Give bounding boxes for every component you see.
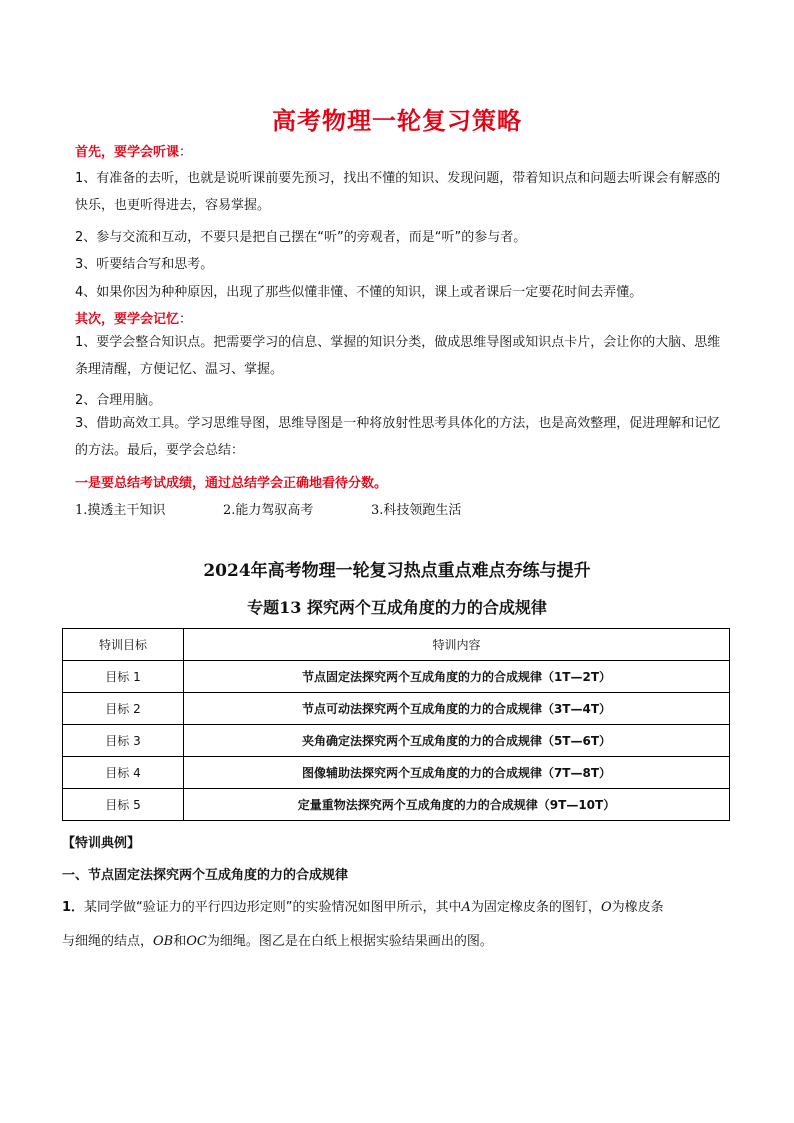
- heading-text: 首先，要学会听课: [75, 145, 180, 160]
- section-heading-memory: [75, 308, 192, 327]
- target-content: 夹角确定法探究两个互成角度的力的合成规律（5T—6T）: [184, 725, 730, 757]
- course-title: 2024年高考物理一轮复习热点重点难点夯练与提升: [203, 561, 591, 581]
- target-content: 节点可动法探究两个互成角度的力的合成规律（3T—4T）: [184, 693, 730, 725]
- key-point-1: 1.摸透主干知识: [75, 503, 166, 518]
- table-header-row: [63, 629, 730, 661]
- target-label: 目标 5: [63, 789, 184, 821]
- memory-item-2: 2、合理用脑。: [75, 393, 162, 408]
- table-header-cell: 特训内容: [184, 629, 730, 661]
- table-row: [63, 789, 730, 821]
- target-content: 节点固定法探究两个互成角度的力的合成规律（1T—2T）: [184, 661, 730, 693]
- section-heading-listen: [75, 141, 192, 160]
- question-text: 为细绳。图乙是在白纸上根据实验结果画出的图。: [206, 934, 493, 949]
- emphasis-line: 一是要总结考试成绩，通过总结学会正确地看待分数。: [75, 476, 388, 491]
- symbol-ob: OB: [153, 934, 174, 949]
- listen-item-2: 2、参与交流和互动，不要只是把自己摆在“听”的旁观者，而是“听”的参与者。: [75, 230, 527, 245]
- page-title: 高考物理一轮复习策略: [272, 107, 522, 135]
- memory-item-1: 1、要学会整合知识点。把需要学习的信息、掌握的知识分类，做成思维导图或知识点卡片，会让你的大脑、思维条理清醒，方便记忆、温习、掌握。: [75, 335, 721, 377]
- table-row: [63, 661, 730, 693]
- section-1-heading: 一、节点固定法探究两个互成角度的力的合成规律: [62, 868, 349, 883]
- question-text: 某同学做“验证力的平行四边形定则”的实验情况如图甲所示，其中: [84, 900, 462, 915]
- target-label: 目标 1: [63, 661, 184, 693]
- table-header-cell: 特训目标: [63, 629, 184, 661]
- topic-title: 专题13 探究两个互成角度的力的合成规律: [247, 598, 547, 617]
- key-point-2: 2.能力驾驭高考: [223, 503, 314, 518]
- key-points-row: [75, 499, 461, 518]
- symbol-oc: OC: [186, 934, 207, 949]
- table-row: [63, 693, 730, 725]
- key-point-3: 3.科技领跑生活: [371, 503, 462, 518]
- question-1-line-1: [62, 896, 664, 915]
- heading-text: 其次，要学会记忆: [75, 312, 180, 327]
- symbol-a: A: [461, 900, 471, 915]
- target-label: 目标 3: [63, 725, 184, 757]
- question-text: 与细绳的结点，: [62, 934, 154, 949]
- symbol-o: O: [600, 900, 612, 915]
- target-content: 定量重物法探究两个互成角度的力的合成规律（9T—10T）: [184, 789, 730, 821]
- heading-colon: ：: [179, 145, 193, 160]
- table-row: [63, 725, 730, 757]
- memory-item-3: 3、借助高效工具。学习思维导图，思维导图是一种将放射性思考具体化的方法，也是高效整理，促进理解和记忆的方法。最后，要学会总结：: [75, 416, 721, 458]
- target-label: 目标 2: [63, 693, 184, 725]
- heading-colon: ：: [179, 312, 193, 327]
- question-number: 1．: [62, 900, 85, 915]
- question-text: 为橡皮条: [611, 900, 664, 915]
- question-text: 和: [173, 934, 187, 949]
- listen-item-4: 4、如果你因为种种原因，出现了那些似懂非懂、不懂的知识，课上或者课后一定要花时间去弄懂。: [75, 285, 643, 300]
- listen-item-1: 1、有准备的去听，也就是说听课前要先预习，找出不懂的知识、发现问题，带着知识点和问题去听课会有解惑的快乐，也更听得进去，容易掌握。: [75, 171, 721, 213]
- target-label: 目标 4: [63, 757, 184, 789]
- question-1-line-2: [62, 930, 493, 949]
- target-content: 图像辅助法探究两个互成角度的力的合成规律（7T—8T）: [184, 757, 730, 789]
- listen-item-3: 3、听要结合写和思考。: [75, 257, 214, 272]
- question-text: 为固定橡皮条的图钉，: [470, 900, 601, 915]
- table-row: [63, 757, 730, 789]
- targets-table: [62, 628, 730, 821]
- examples-label: 【特训典例】: [62, 836, 141, 851]
